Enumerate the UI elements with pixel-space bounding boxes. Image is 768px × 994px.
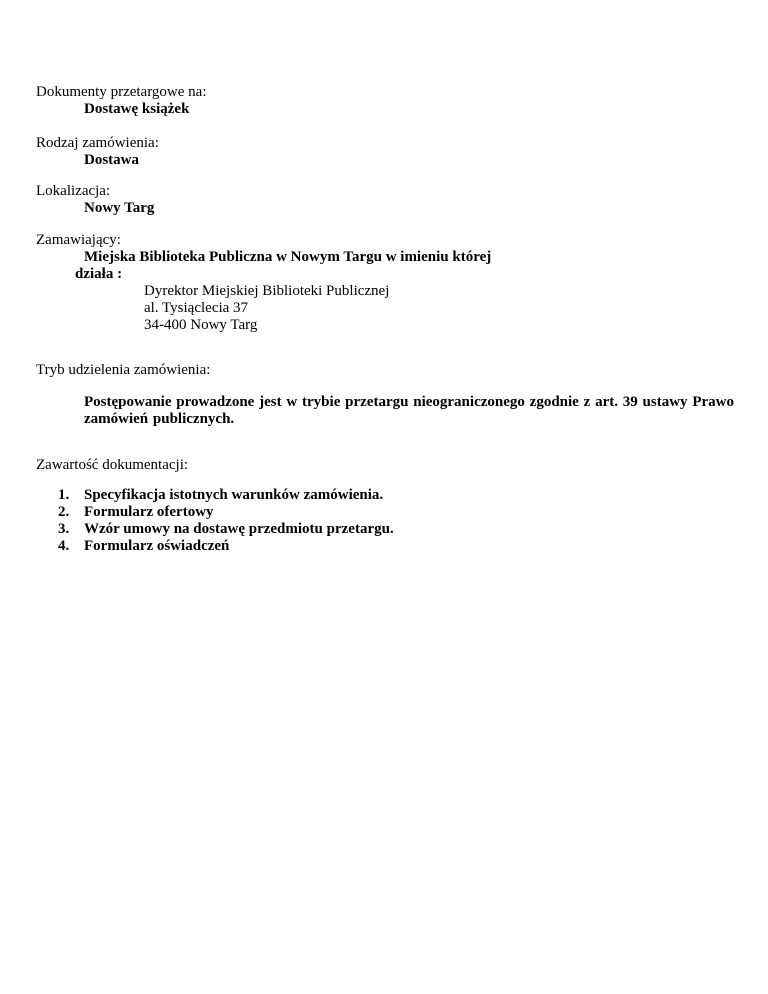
tender-docs-label: Dokumenty przetargowe na: bbox=[36, 84, 207, 100]
list-item-number: 3. bbox=[58, 521, 70, 537]
contracting-authority-name: Miejska Biblioteka Publiczna w Nowym Targu w imieniu której bbox=[84, 249, 492, 265]
location-label: Lokalizacja: bbox=[36, 183, 111, 199]
contents-list bbox=[58, 487, 394, 555]
contents-label: Zawartość dokumentacji: bbox=[36, 457, 189, 473]
list-item-text: Specyfikacja istotnych warunków zamówienia. bbox=[84, 487, 384, 503]
list-item-number: 4. bbox=[58, 538, 70, 554]
list-item-text: Formularz oświadczeń bbox=[84, 538, 230, 554]
list-item-number: 2. bbox=[58, 504, 70, 520]
street-line: al. Tysiąclecia 37 bbox=[144, 300, 249, 316]
order-type-value: Dostawa bbox=[84, 152, 139, 168]
list-item bbox=[58, 504, 394, 521]
procedure-text: Postępowanie prowadzone jest w trybie przetargu nieograniczonego zgodnie z art. 39 ustawy Prawo zamówień publicznych. bbox=[84, 394, 734, 427]
procedure-label: Tryb udzielenia zamówienia: bbox=[36, 362, 211, 378]
location-value: Nowy Targ bbox=[84, 200, 155, 216]
tender-docs-value: Dostawę książek bbox=[84, 101, 190, 117]
list-item-text: Wzór umowy na dostawę przedmiotu przetargu. bbox=[84, 521, 394, 537]
director-line: Dyrektor Miejskiej Biblioteki Publicznej bbox=[144, 283, 390, 299]
list-item bbox=[58, 521, 394, 538]
contracting-authority-label: Zamawiający: bbox=[36, 232, 121, 248]
list-item-text: Formularz ofertowy bbox=[84, 504, 214, 520]
list-item-number: 1. bbox=[58, 487, 70, 503]
contracting-authority-acting: działa : bbox=[75, 266, 123, 282]
order-type-label: Rodzaj zamówienia: bbox=[36, 135, 159, 151]
list-item bbox=[58, 487, 394, 504]
postal-city-line: 34-400 Nowy Targ bbox=[144, 317, 258, 333]
list-item bbox=[58, 538, 394, 555]
